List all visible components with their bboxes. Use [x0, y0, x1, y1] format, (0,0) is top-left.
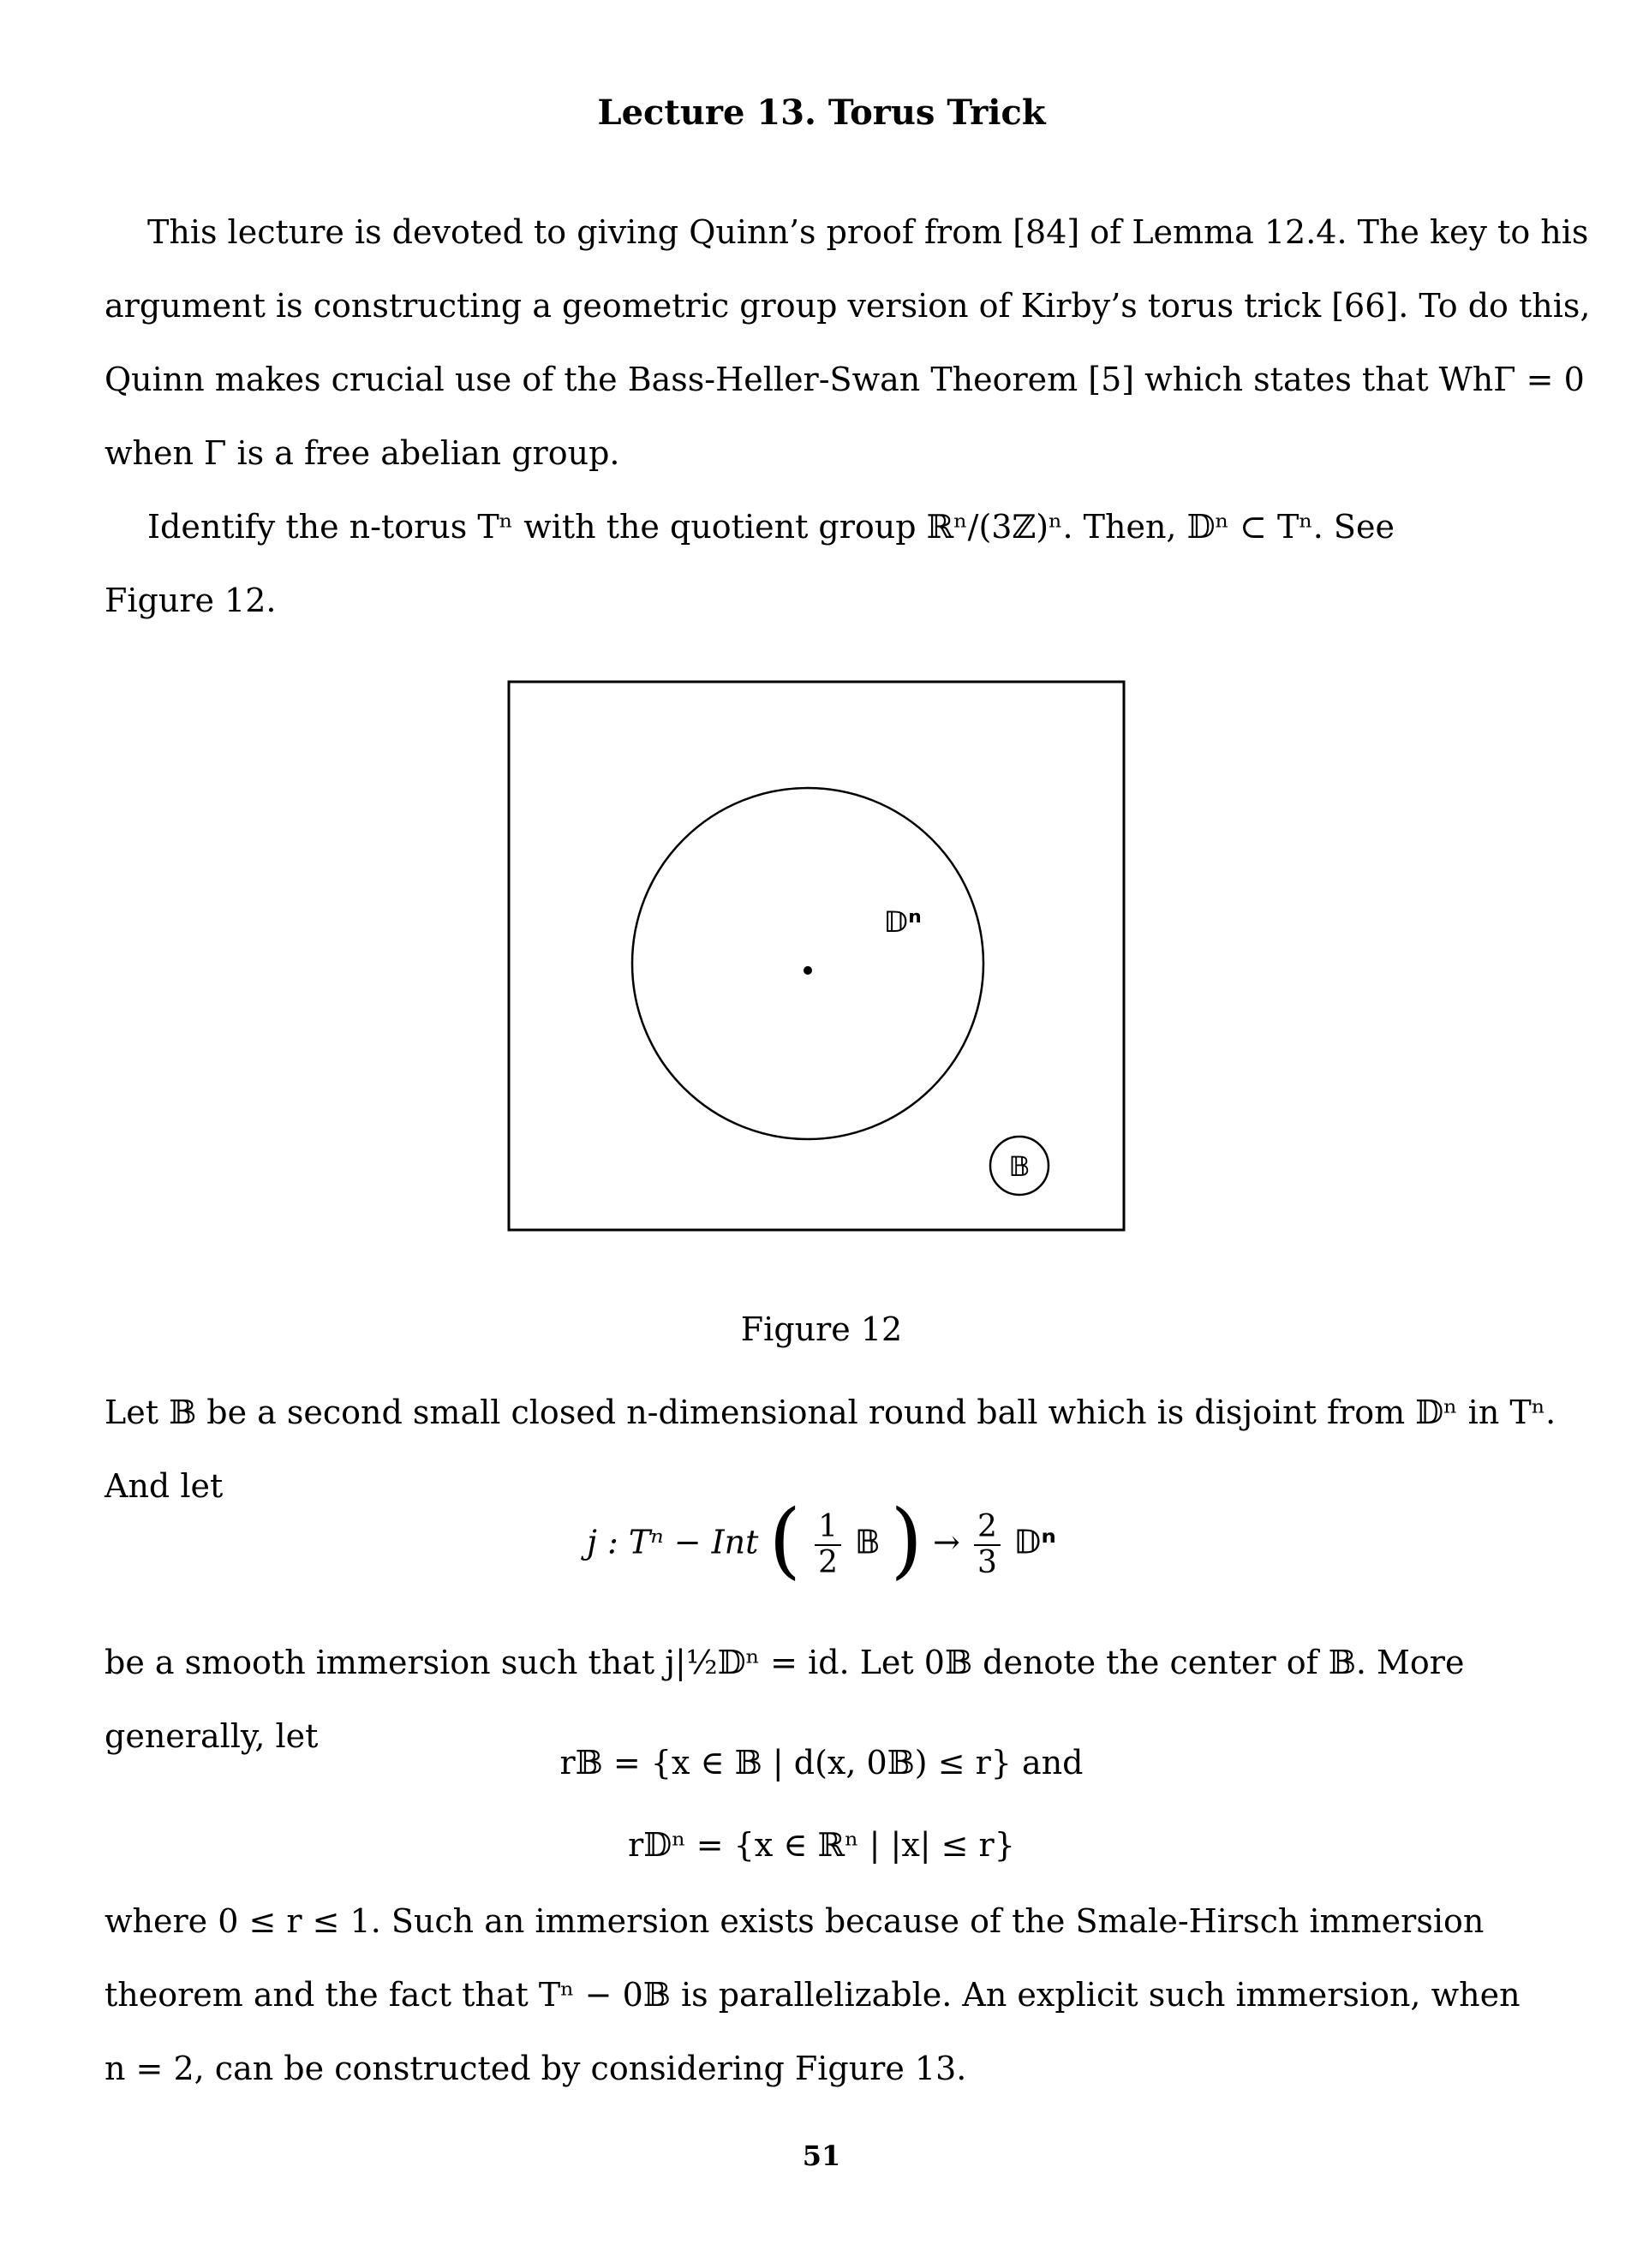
frac-num: 2: [974, 1510, 1001, 1546]
paragraph-identify: [105, 490, 1539, 637]
page-number: 51: [802, 2140, 841, 2172]
text-line: when Γ is a free abelian group.: [105, 434, 620, 472]
frac-num: 1: [815, 1510, 841, 1546]
text-line: generally, let: [105, 1717, 319, 1755]
fraction-one-half: [815, 1510, 841, 1580]
ball-label: 𝔹: [1008, 1150, 1031, 1183]
page-title: Lecture 13. Torus Trick: [597, 93, 1046, 133]
equation-immersion: [0, 1492, 1643, 1593]
frac-den: 3: [977, 1545, 997, 1580]
eq-arrow: →: [933, 1523, 960, 1561]
equation-rD: r𝔻ⁿ = {x ∈ ℝⁿ | |x| ≤ r}: [628, 1826, 1015, 1864]
figure-12-diagram: [507, 680, 1126, 1232]
text-line: be a smooth immersion such that j|½𝔻ⁿ = id. Let 0𝔹 denote the center of 𝔹. More: [105, 1644, 1465, 1681]
open-paren: (: [768, 1492, 801, 1588]
text-line: And let: [105, 1467, 224, 1505]
text-line: theorem and the fact that Tⁿ − 0𝔹 is parallelizable. An explicit such immersion, when: [105, 1976, 1521, 2014]
text-line: This lecture is devoted to giving Quinn’s proof from [84] of Lemma 12.4. The key to his: [147, 213, 1589, 251]
figure-caption: Figure 12: [740, 1310, 903, 1348]
torus-square: [509, 682, 1124, 1230]
eq-lhs: j : Tⁿ − Int: [587, 1523, 759, 1561]
fraction-two-thirds: [974, 1510, 1001, 1580]
frac-den: 2: [818, 1545, 838, 1580]
paragraph-intro: [105, 195, 1591, 490]
eq-rhs: 𝔻ⁿ: [1013, 1523, 1056, 1561]
eq-ball: 𝔹: [855, 1523, 881, 1561]
text-line: Figure 12.: [105, 582, 277, 619]
text-line: Identify the n-torus Tⁿ with the quotient group ℝⁿ/(3ℤ)ⁿ. Then, 𝔻ⁿ ⊂ Tⁿ. See: [147, 508, 1395, 546]
text-line: n = 2, can be constructed by considering Figure 13.: [105, 2050, 967, 2087]
disk-circle: [632, 788, 983, 1139]
text-line: Let 𝔹 be a second small closed n-dimensional round ball which is disjoint from 𝔻ⁿ in Tⁿ.: [105, 1394, 1556, 1431]
text-line: where 0 ≤ r ≤ 1. Such an immersion exists because of the Smale-Hirsch immersion: [105, 1902, 1485, 1940]
disk-label: 𝔻ⁿ: [884, 905, 922, 940]
close-paren: ): [890, 1492, 923, 1588]
equation-rB: r𝔹 = {x ∈ 𝔹 | d(x, 0𝔹) ≤ r} and: [559, 1744, 1084, 1782]
disk-center-dot: [804, 966, 812, 975]
text-line: argument is constructing a geometric group version of Kirby’s torus trick [66]. To do this,: [105, 287, 1591, 325]
text-line: Quinn makes crucial use of the Bass-Heller-Swan Theorem [5] which states that WhΓ = 0: [105, 361, 1585, 398]
paragraph-where: [105, 1884, 1539, 2105]
